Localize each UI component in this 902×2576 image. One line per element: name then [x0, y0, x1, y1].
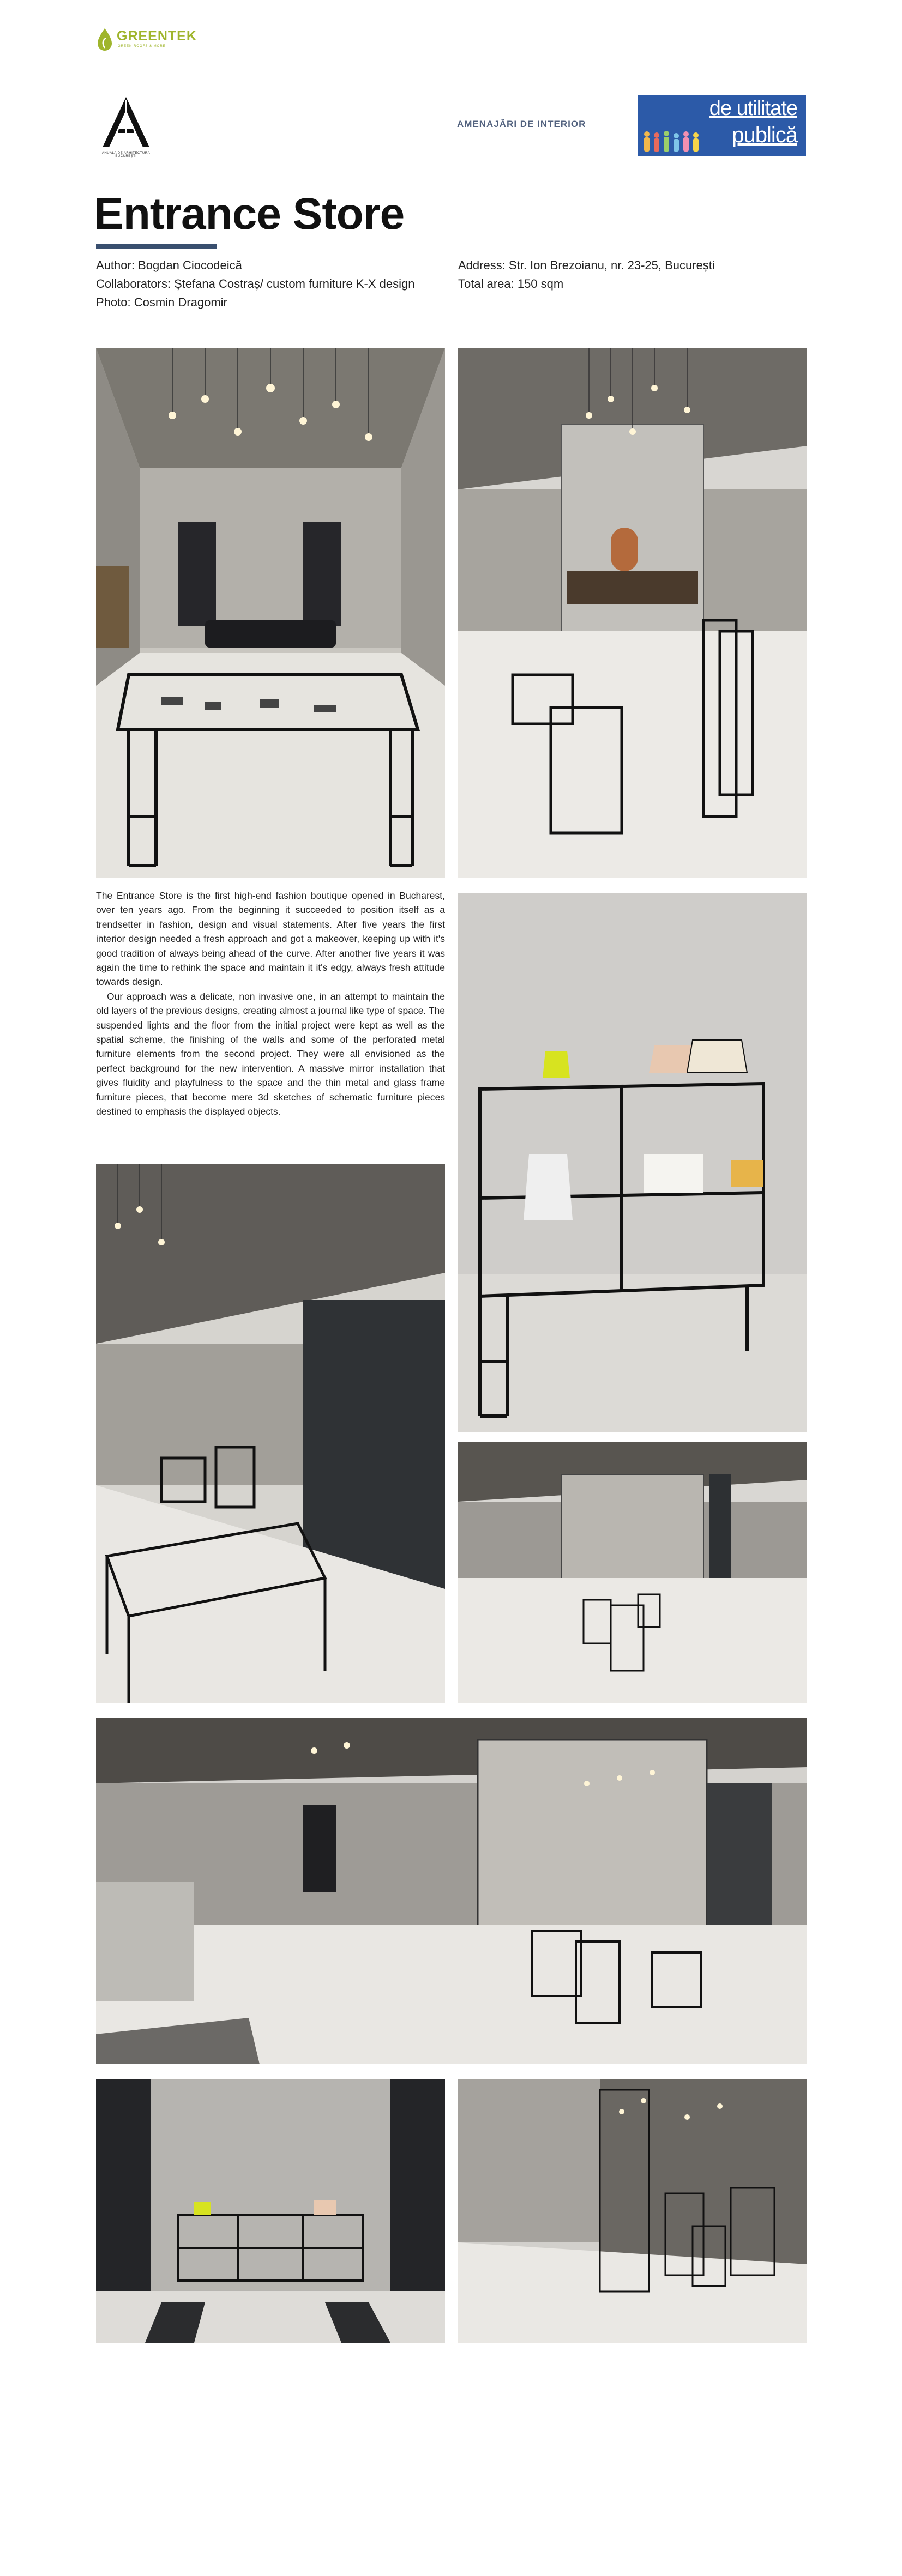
project-title: Entrance Store	[94, 189, 405, 239]
collaborators-line: Collaborators: Ștefana Costraș/ custom furniture K-X design	[96, 277, 415, 291]
greentek-tagline: GREEN ROOFS & MORE	[118, 45, 166, 48]
anuala-a-icon	[96, 95, 156, 149]
banner-line-2: publică	[732, 123, 797, 147]
photo-interior-table-mirror	[96, 1164, 445, 1703]
photo-bags-display	[458, 893, 807, 1432]
title-underline	[96, 244, 217, 249]
author-line: Author: Bogdan Ciocodeică	[96, 258, 242, 272]
anuala-logo-caption: ANUALA DE ARHITECTURA BUCUREȘTI	[101, 152, 151, 158]
project-location	[458, 256, 715, 293]
leaf-drop-icon	[96, 27, 113, 51]
greentek-logo	[96, 26, 205, 59]
anuala-arhitectura-logo	[96, 95, 156, 160]
photo-interior-mirror-installation	[458, 348, 807, 878]
description-paragraph-1: The Entrance Store is the first high-end fashion boutique opened in Bucharest, over ten years ago. From the beginning it succeeded to position itself as a trendsetter in fashion, design and visual statements. After five years the first interior design needed a fresh approach and got a makeover, keeping up with it's good tradition of always being ahead of the curve. After another five years it was again the time to rethink the space and maintain it it's edgy, always fresh attitude towards design.	[96, 890, 445, 988]
section-label: AMENAJĂRI DE INTERIOR	[457, 119, 586, 129]
photo-display-wall	[96, 2079, 445, 2343]
area-line: Total area: 150 sqm	[458, 277, 564, 291]
photo-mirror-corner	[458, 2079, 807, 2343]
utilitate-publica-banner	[638, 95, 806, 156]
banner-line-1: de utilitate	[709, 97, 797, 120]
photo-credit-line: Photo: Cosmin Dragomir	[96, 295, 227, 309]
greentek-name: GREENTEK	[117, 28, 197, 44]
project-description	[96, 888, 445, 1119]
photo-interior-glass-table	[96, 348, 445, 878]
people-icon	[642, 130, 719, 154]
project-credits	[96, 256, 415, 312]
photo-interior-panorama	[96, 1718, 807, 2064]
photo-interior-wide-frames	[458, 1442, 807, 1703]
address-line: Address: Str. Ion Brezoianu, nr. 23-25, București	[458, 258, 715, 272]
description-paragraph-2: Our approach was a delicate, non invasive one, in an attempt to maintain the old layers of the previous designs, creating almost a journal like type of space. The suspended lights and the floor from the initial project were kept as well as the spatial scheme, the finishing of the walls and some of the perforated metal furniture elements from the second project. They were all envisioned as the perfect background for the new intervention. A massive mirror installation that gives fluidity and playfulness to the space and the thin metal and glass frame furniture pieces, that become mere 3d sketches of schematic furniture pieces destined to emphasis the displayed objects.	[96, 990, 445, 1117]
